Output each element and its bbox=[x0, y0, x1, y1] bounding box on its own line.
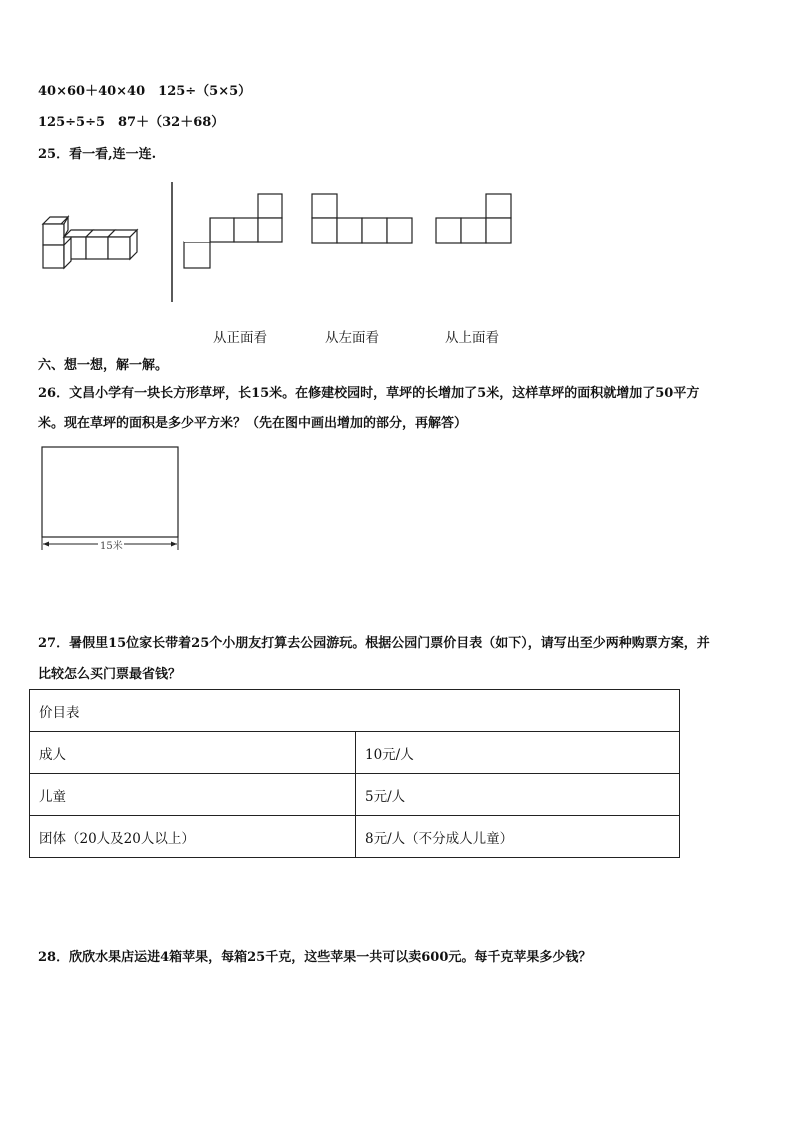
ticket-type-cell: 成人 bbox=[30, 732, 356, 774]
q27-line-2: 比较怎么买门票最省钱？ bbox=[38, 667, 182, 682]
lawn-length-label: 15米 bbox=[100, 541, 123, 552]
q25-title: 25．看一看,连一连. bbox=[38, 147, 157, 162]
view-label-left: 从左面看 bbox=[325, 330, 379, 346]
table-row bbox=[30, 690, 680, 732]
price-table bbox=[29, 689, 680, 858]
view-label-top: 从上面看 bbox=[445, 330, 499, 346]
ticket-type-cell: 团体（20人及20人以上） bbox=[30, 816, 356, 858]
view-figure-b bbox=[311, 193, 415, 247]
q27-line-1: 27．暑假里15位家长带着25个小朋友打算去公园游玩。根据公园门票价目表（如下），请写出至少两种购票方案，并 bbox=[38, 636, 710, 651]
view-label-front: 从正面看 bbox=[213, 330, 267, 346]
cube-solid-figure bbox=[40, 214, 155, 272]
ticket-price-cell: 5元/人 bbox=[356, 774, 680, 816]
view-figure-a bbox=[183, 193, 285, 271]
price-table-title: 价目表 bbox=[30, 690, 680, 732]
q26-line-2: 米。现在草坪的面积是多少平方米？（先在图中画出增加的部分，再解答） bbox=[38, 416, 468, 431]
table-row bbox=[30, 732, 680, 774]
ticket-price-cell: 8元/人（不分成人儿童） bbox=[356, 816, 680, 858]
view-figure-c bbox=[435, 193, 515, 247]
calc-line-1: 40×60＋40×40 125÷（5×5） bbox=[38, 84, 252, 99]
ticket-type-cell: 儿童 bbox=[30, 774, 356, 816]
divider-line bbox=[170, 182, 174, 304]
table-row bbox=[30, 816, 680, 858]
ticket-price-cell: 10元/人 bbox=[356, 732, 680, 774]
q26-line-1: 26．文昌小学有一块长方形草坪，长15米。在修建校园时，草坪的长增加了5米，这样草坪的面积就增加了50平方 bbox=[38, 386, 700, 401]
q28-text: 28．欣欣水果店运进4箱苹果，每箱25千克，这些苹果一共可以卖600元。每千克苹果多少钱？ bbox=[38, 950, 592, 965]
table-row bbox=[30, 774, 680, 816]
calc-line-2: 125÷5÷5 87＋（32＋68） bbox=[38, 115, 225, 130]
section-six-title: 六、想一想，解一解。 bbox=[38, 358, 169, 373]
